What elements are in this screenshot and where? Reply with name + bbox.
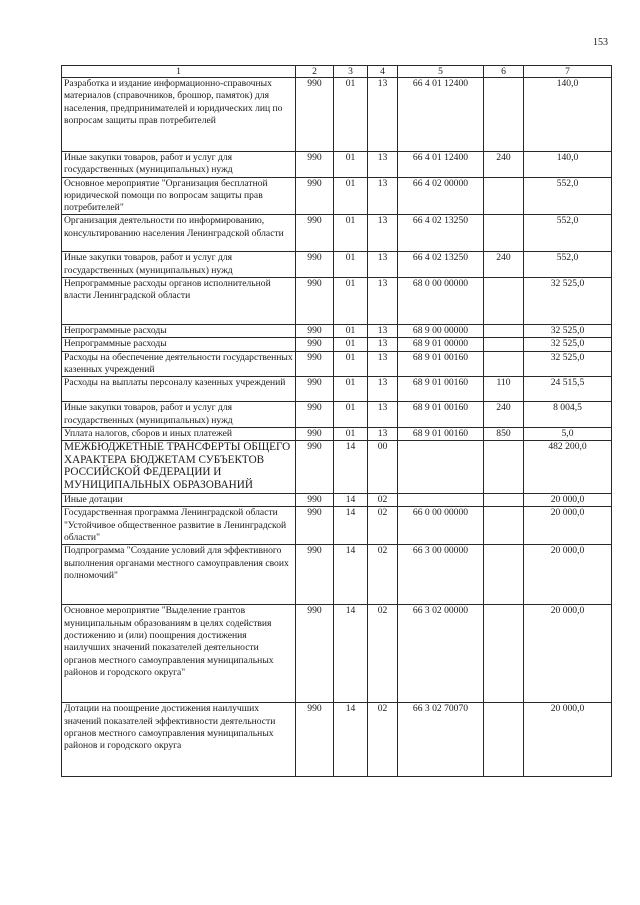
expense-type-cell: 850 xyxy=(484,427,524,440)
target-code-cell: 66 4 02 13250 xyxy=(398,252,484,278)
target-code-cell: 66 3 00 00000 xyxy=(398,545,484,605)
target-code-cell: 66 4 02 00000 xyxy=(398,177,484,215)
amount-cell: 20 000,0 xyxy=(524,494,612,507)
expense-type-cell xyxy=(484,338,524,351)
table-row xyxy=(62,377,612,402)
expense-type-cell xyxy=(484,507,524,545)
expense-type-cell xyxy=(484,325,524,338)
subsection-cell: 02 xyxy=(368,507,398,545)
column-header: 7 xyxy=(524,66,612,78)
target-code-cell: 66 3 02 00000 xyxy=(398,605,484,703)
code-cell: 990 xyxy=(296,377,334,402)
table-row xyxy=(62,177,612,215)
target-code-cell xyxy=(398,494,484,507)
amount-cell: 20 000,0 xyxy=(524,545,612,605)
budget-table xyxy=(61,65,612,777)
row-name-cell: Подпрограмма "Создание условий для эффективного выполнения органами местного самоуправления своих полномочий" xyxy=(62,545,296,605)
subsection-cell: 13 xyxy=(368,78,398,152)
target-code-cell xyxy=(398,441,484,494)
row-name-cell: Расходы на обеспечение деятельности государственных казенных учреждений xyxy=(62,351,296,377)
section-cell: 01 xyxy=(334,152,368,178)
section-cell: 01 xyxy=(334,402,368,428)
table-row xyxy=(62,494,612,507)
table-row xyxy=(62,545,612,605)
row-name-cell: Иные дотации xyxy=(62,494,296,507)
code-cell: 990 xyxy=(296,325,334,338)
amount-cell: 552,0 xyxy=(524,177,612,215)
target-code-cell: 68 9 01 00160 xyxy=(398,427,484,440)
table-row xyxy=(62,441,612,494)
subsection-cell: 13 xyxy=(368,325,398,338)
target-code-cell: 68 9 00 00000 xyxy=(398,325,484,338)
section-cell: 01 xyxy=(334,252,368,278)
code-cell: 990 xyxy=(296,427,334,440)
row-name-cell: Иные закупки товаров, работ и услуг для государственных (муниципальных) нужд xyxy=(62,402,296,428)
subsection-cell: 02 xyxy=(368,545,398,605)
section-cell: 14 xyxy=(334,441,368,494)
amount-cell: 32 525,0 xyxy=(524,325,612,338)
row-name-cell: Иные закупки товаров, работ и услуг для государственных (муниципальных) нужд xyxy=(62,152,296,178)
amount-cell: 5,0 xyxy=(524,427,612,440)
section-cell: 01 xyxy=(334,427,368,440)
code-cell: 990 xyxy=(296,494,334,507)
row-name-cell: Разработка и издание информационно-справочных материалов (справочников, брошюр, памяток) для населения, предпринимателей и юридических лиц по вопросам защиты прав потребителей xyxy=(62,78,296,152)
code-cell: 990 xyxy=(296,703,334,777)
subsection-cell: 02 xyxy=(368,605,398,703)
subsection-cell: 13 xyxy=(368,338,398,351)
table-row xyxy=(62,278,612,325)
target-code-cell: 66 4 02 13250 xyxy=(398,215,484,252)
table-row xyxy=(62,152,612,178)
target-code-cell: 68 9 01 00160 xyxy=(398,351,484,377)
target-code-cell: 66 3 02 70070 xyxy=(398,703,484,777)
row-name-cell: Основное мероприятие "Выделение грантов муниципальным образованиям в целях содействия достижению и (или) поощрения достижения наилучших значений показателей деятельности органов местного самоуправления муниципальных районов и городского округа" xyxy=(62,605,296,703)
code-cell: 990 xyxy=(296,441,334,494)
expense-type-cell: 240 xyxy=(484,152,524,178)
target-code-cell: 68 9 01 00000 xyxy=(398,338,484,351)
column-header: 2 xyxy=(296,66,334,78)
row-name-cell: Иные закупки товаров, работ и услуг для государственных (муниципальных) нужд xyxy=(62,252,296,278)
row-name-cell: Дотации на поощрение достижения наилучших значений показателей эффективности деятельности органов местного самоуправления муниципальных районов и городского округа xyxy=(62,703,296,777)
amount-cell: 32 525,0 xyxy=(524,338,612,351)
code-cell: 990 xyxy=(296,605,334,703)
table-row xyxy=(62,351,612,377)
amount-cell: 552,0 xyxy=(524,215,612,252)
section-cell: 14 xyxy=(334,703,368,777)
expense-type-cell: 240 xyxy=(484,252,524,278)
subsection-cell: 13 xyxy=(368,252,398,278)
target-code-cell: 68 0 00 00000 xyxy=(398,278,484,325)
subsection-cell: 02 xyxy=(368,703,398,777)
subsection-cell: 00 xyxy=(368,441,398,494)
amount-cell: 552,0 xyxy=(524,252,612,278)
subsection-cell: 13 xyxy=(368,152,398,178)
section-cell: 01 xyxy=(334,351,368,377)
section-cell: 01 xyxy=(334,177,368,215)
code-cell: 990 xyxy=(296,402,334,428)
subsection-cell: 13 xyxy=(368,402,398,428)
page-number: 153 xyxy=(593,37,608,48)
amount-cell: 140,0 xyxy=(524,152,612,178)
code-cell: 990 xyxy=(296,78,334,152)
code-cell: 990 xyxy=(296,177,334,215)
section-cell: 01 xyxy=(334,278,368,325)
section-cell: 14 xyxy=(334,545,368,605)
expense-type-cell xyxy=(484,703,524,777)
row-name-cell: Уплата налогов, сборов и иных платежей xyxy=(62,427,296,440)
code-cell: 990 xyxy=(296,278,334,325)
table-row xyxy=(62,703,612,777)
expense-type-cell xyxy=(484,215,524,252)
amount-cell: 8 004,5 xyxy=(524,402,612,428)
expense-type-cell: 240 xyxy=(484,402,524,428)
expense-type-cell xyxy=(484,605,524,703)
table-row xyxy=(62,427,612,440)
table-row xyxy=(62,605,612,703)
code-cell: 990 xyxy=(296,338,334,351)
expense-type-cell xyxy=(484,351,524,377)
expense-type-cell xyxy=(484,278,524,325)
section-cell: 01 xyxy=(334,78,368,152)
section-cell: 01 xyxy=(334,338,368,351)
target-code-cell: 66 4 01 12400 xyxy=(398,152,484,178)
row-name-cell: МЕЖБЮДЖЕТНЫЕ ТРАНСФЕРТЫ ОБЩЕГО ХАРАКТЕРА БЮДЖЕТАМ СУБЪЕКТОВ РОССИЙСКОЙ ФЕДЕРАЦИИ И МУНИЦИПАЛЬНЫХ ОБРАЗОВАНИЙ xyxy=(62,441,296,494)
section-cell: 14 xyxy=(334,605,368,703)
target-code-cell: 66 4 01 12400 xyxy=(398,78,484,152)
section-cell: 01 xyxy=(334,325,368,338)
row-name-cell: Организация деятельности по информированию, консультированию населения Ленинградской области xyxy=(62,215,296,252)
amount-cell: 24 515,5 xyxy=(524,377,612,402)
table-row xyxy=(62,507,612,545)
table-row xyxy=(62,402,612,428)
amount-cell: 20 000,0 xyxy=(524,507,612,545)
code-cell: 990 xyxy=(296,252,334,278)
column-header: 5 xyxy=(398,66,484,78)
target-code-cell: 68 9 01 00160 xyxy=(398,377,484,402)
row-name-cell: Непрограммные расходы органов исполнительной власти Ленинградской области xyxy=(62,278,296,325)
row-name-cell: Государственная программа Ленинградской области "Устойчивое общественное развитие в Ленинградской области" xyxy=(62,507,296,545)
subsection-cell: 02 xyxy=(368,494,398,507)
amount-cell: 20 000,0 xyxy=(524,605,612,703)
column-header: 6 xyxy=(484,66,524,78)
expense-type-cell xyxy=(484,494,524,507)
table-row xyxy=(62,325,612,338)
table-row xyxy=(62,78,612,152)
amount-cell: 32 525,0 xyxy=(524,278,612,325)
row-name-cell: Основное мероприятие "Организация бесплатной юридической помощи по вопросам защиты прав потребителей" xyxy=(62,177,296,215)
row-name-cell: Расходы на выплаты персоналу казенных учреждений xyxy=(62,377,296,402)
column-header: 3 xyxy=(334,66,368,78)
expense-type-cell xyxy=(484,177,524,215)
row-name-cell: Непрограммные расходы xyxy=(62,325,296,338)
expense-type-cell xyxy=(484,441,524,494)
subsection-cell: 13 xyxy=(368,215,398,252)
expense-type-cell xyxy=(484,78,524,152)
expense-type-cell: 110 xyxy=(484,377,524,402)
target-code-cell: 68 9 01 00160 xyxy=(398,402,484,428)
table-row xyxy=(62,252,612,278)
code-cell: 990 xyxy=(296,507,334,545)
code-cell: 990 xyxy=(296,152,334,178)
subsection-cell: 13 xyxy=(368,177,398,215)
table-row xyxy=(62,215,612,252)
amount-cell: 32 525,0 xyxy=(524,351,612,377)
subsection-cell: 13 xyxy=(368,377,398,402)
table-header-row xyxy=(62,66,612,78)
subsection-cell: 13 xyxy=(368,278,398,325)
target-code-cell: 66 0 00 00000 xyxy=(398,507,484,545)
row-name-cell: Непрограммные расходы xyxy=(62,338,296,351)
amount-cell: 20 000,0 xyxy=(524,703,612,777)
column-header: 4 xyxy=(368,66,398,78)
table-row xyxy=(62,338,612,351)
subsection-cell: 13 xyxy=(368,427,398,440)
section-cell: 14 xyxy=(334,507,368,545)
code-cell: 990 xyxy=(296,215,334,252)
amount-cell: 140,0 xyxy=(524,78,612,152)
section-cell: 14 xyxy=(334,494,368,507)
subsection-cell: 13 xyxy=(368,351,398,377)
code-cell: 990 xyxy=(296,351,334,377)
code-cell: 990 xyxy=(296,545,334,605)
amount-cell: 482 200,0 xyxy=(524,441,612,494)
column-header: 1 xyxy=(62,66,296,78)
section-cell: 01 xyxy=(334,377,368,402)
expense-type-cell xyxy=(484,545,524,605)
section-cell: 01 xyxy=(334,215,368,252)
